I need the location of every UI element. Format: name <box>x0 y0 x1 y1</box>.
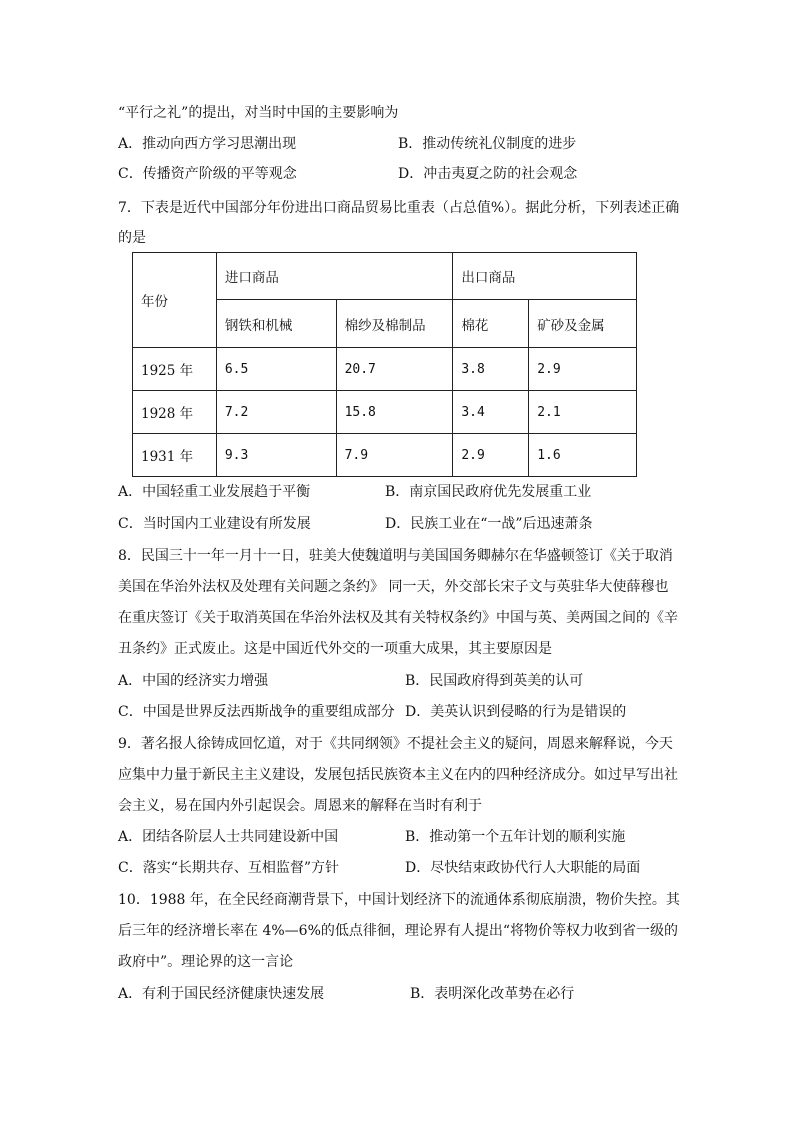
row-year: 1931 年 <box>133 434 217 477</box>
q8-line: 8．民国三十一年一月十一日，驻美大使魏道明与美国国务卿赫尔在华盛顿签订《关于取消 <box>118 548 673 564</box>
q9-option-b: B．推动第一个五年计划的顺利实施 <box>405 829 626 845</box>
q9-line: 应集中力量于新民主主义建设，发展包括民族资本主义在内的四种经济成分。如过早写出社 <box>118 767 678 783</box>
table-row <box>133 391 637 434</box>
q9-option-c: C．落实“长期共存、互相监督”方针 <box>118 860 340 876</box>
q7-stem-line2: 的是 <box>118 230 146 246</box>
q7-option-c: C．当时国内工业建设有所发展 <box>118 516 311 532</box>
q10-line: 后三年的经济增长率在 4%—6%的低点徘徊，理论界有人提出“将物价等权力收到省一级的 <box>118 923 679 939</box>
q10-option-a: A．有利于国民经济健康快速发展 <box>118 986 325 1002</box>
subheader-ore-metal: 矿砂及金属 <box>529 300 637 348</box>
q6-stem: “平行之礼”的提出，对当时中国的主要影响为 <box>118 105 399 121</box>
q9-option-d: D．尽快结束政协代行人大职能的局面 <box>405 860 641 876</box>
q10-line: 政府中”。理论界的这一言论 <box>118 954 294 970</box>
trade-ratio-table <box>132 252 637 477</box>
q9-line: 9．著名报人徐铸成回忆道，对于《共同纲领》不提社会主义的疑问，周恩来解释说，今天 <box>118 736 673 752</box>
q8-line: 在重庆签订《关于取消英国在华治外法权及其有关特权条约》中国与英、美两国之间的《辛 <box>118 610 678 626</box>
table-cell: 3.4 <box>453 391 529 434</box>
q7-stem-line1: 7．下表是近代中国部分年份进出口商品贸易比重表（占总值%）。据此分析，下列表述正确 <box>118 200 680 216</box>
q10-line: 10．1988 年，在全民经商潮背景下，中国计划经济下的流通体系彻底崩溃，物价失控。其 <box>118 892 680 908</box>
q8-line: 美国在华治外法权及处理有关问题之条约》 同一天，外交部长宋子文与英驻华大使薛穆也 <box>118 579 669 595</box>
table-cell: 20.7 <box>336 348 453 391</box>
table-row <box>133 348 637 391</box>
table-cell: 15.8 <box>336 391 453 434</box>
q8-option-b: B．民国政府得到英美的认可 <box>405 673 584 689</box>
q8-option-d: D．美英认识到侵略的行为是错误的 <box>405 704 627 720</box>
q9-line: 会主义，易在国内外引起误会。周恩来的解释在当时有利于 <box>118 798 482 814</box>
subheader-steel-machinery: 钢铁和机械 <box>216 300 336 348</box>
subheader-cotton-yarn: 棉纱及棉制品 <box>336 300 453 348</box>
table-cell: 1.6 <box>529 434 637 477</box>
table-cell: 9.3 <box>216 434 336 477</box>
table-cell: 2.9 <box>529 348 637 391</box>
table-row <box>133 434 637 477</box>
header-year: 年份 <box>133 253 217 348</box>
q6-option-d: D．冲击夷夏之防的社会观念 <box>398 166 578 182</box>
q6-option-c: C．传播资产阶级的平等观念 <box>118 166 297 182</box>
q7-option-a: A．中国轻重工业发展趋于平衡 <box>118 484 311 500</box>
q9-option-a: A．团结各阶层人士共同建设新中国 <box>118 829 339 845</box>
q10-option-b: B．表明深化改革势在必行 <box>410 986 575 1002</box>
table-cell: 7.9 <box>336 434 453 477</box>
q7-option-d: D．民族工业在“一战”后迅速萧条 <box>385 516 593 532</box>
q6-option-b: B．推动传统礼仪制度的进步 <box>398 136 577 152</box>
q7-option-b: B．南京国民政府优先发展重工业 <box>385 484 592 500</box>
table-cell: 2.1 <box>529 391 637 434</box>
q8-option-a: A．中国的经济实力增强 <box>118 673 269 689</box>
q6-option-a: A．推动向西方学习思潮出现 <box>118 136 297 152</box>
table-header-row <box>133 253 637 300</box>
header-import: 进口商品 <box>216 253 452 300</box>
subheader-cotton: 棉花 <box>453 300 529 348</box>
table-cell: 6.5 <box>216 348 336 391</box>
table-cell: 3.8 <box>453 348 529 391</box>
q8-option-c: C．中国是世界反法西斯战争的重要组成部分 <box>118 704 395 720</box>
row-year: 1925 年 <box>133 348 217 391</box>
table-cell: 2.9 <box>453 434 529 477</box>
header-export: 出口商品 <box>453 253 637 300</box>
q8-line: 丑条约》正式废止。这是中国近代外交的一项重大成果，其主要原因是 <box>118 641 552 657</box>
row-year: 1928 年 <box>133 391 217 434</box>
table-cell: 7.2 <box>216 391 336 434</box>
